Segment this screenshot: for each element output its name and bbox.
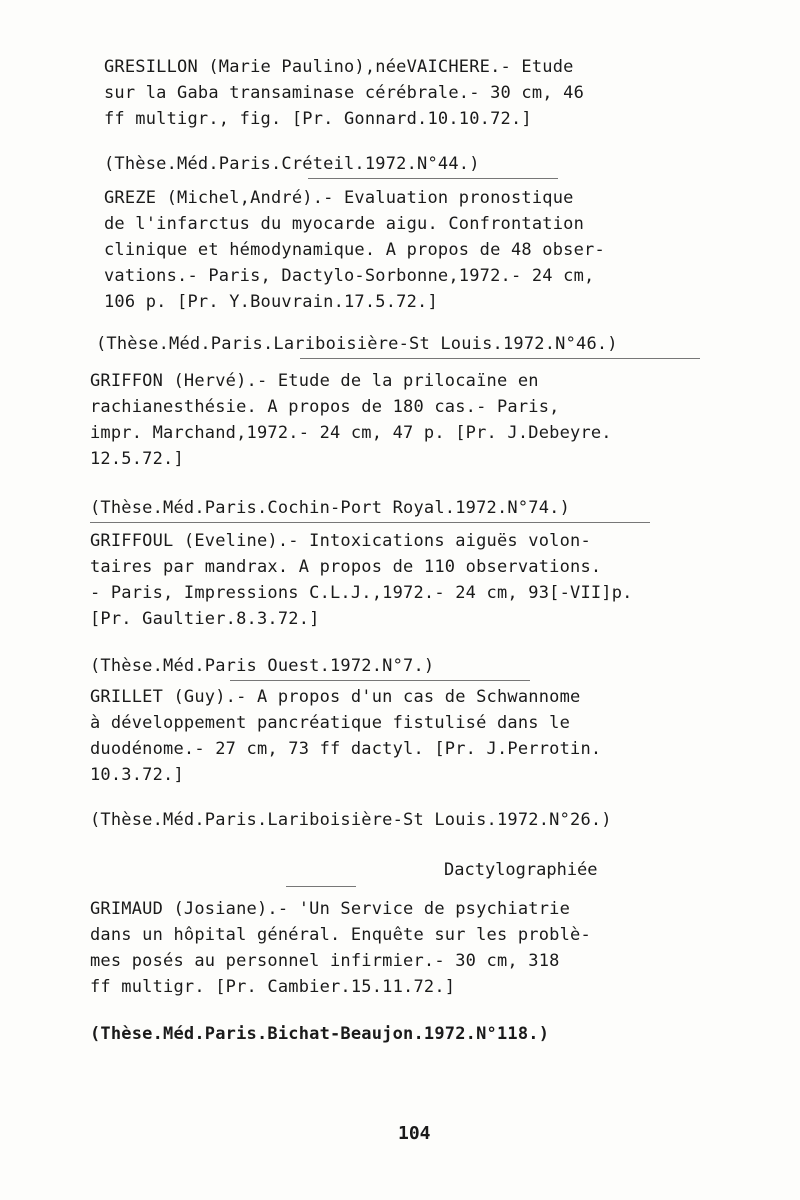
page-number: 104 [398, 1123, 431, 1144]
separator-rule [90, 522, 650, 523]
entry-line: GRIFFON (Hervé).- Etude de la prilocaïne en [90, 371, 539, 391]
entry-line: duodénome.- 27 cm, 73 ff dactyl. [Pr. J.Perrotin. [90, 739, 602, 759]
entry-line: 10.3.72.] [90, 765, 184, 785]
separator-rule [230, 680, 530, 681]
entry-line: sur la Gaba transaminase cérébrale.- 30 cm, 46 [104, 83, 585, 103]
entry-line: taires par mandrax. A propos de 110 observations. [90, 557, 602, 577]
thesis-reference: (Thèse.Méd.Paris.Bichat-Beaujon.1972.N°118.) [90, 1024, 550, 1044]
entry-line: ff multigr., fig. [Pr. Gonnard.10.10.72.] [104, 109, 532, 129]
entry-line: à développement pancréatique fistulisé dans le [90, 713, 571, 733]
bibliography-entry [90, 528, 730, 632]
typed-note: Dactylographiée [444, 860, 598, 880]
thesis-reference: (Thèse.Méd.Paris.Lariboisière-St Louis.1972.N°26.) [90, 810, 612, 830]
entry-line: GRIFFOUL (Eveline).- Intoxications aiguës volon- [90, 531, 591, 551]
entry-line: GREZE (Michel,André).- Evaluation pronostique [104, 188, 574, 208]
entry-line: GRILLET (Guy).- A propos d'un cas de Schwannome [90, 687, 581, 707]
separator-rule [300, 358, 700, 359]
bibliography-entry [104, 54, 744, 132]
entry-line: GRESILLON (Marie Paulino),néeVAICHERE.- Etude [104, 57, 574, 77]
entry-line: - Paris, Impressions C.L.J.,1972.- 24 cm, 93[-VII]p. [90, 583, 633, 603]
thesis-reference: (Thèse.Méd.Paris.Lariboisière-St Louis.1972.N°46.) [96, 334, 618, 354]
entry-line: impr. Marchand,1972.- 24 cm, 47 p. [Pr. J.Debeyre. [90, 423, 612, 443]
entry-line: de l'infarctus du myocarde aigu. Confrontation [104, 214, 585, 234]
bibliography-entry [90, 896, 730, 1000]
separator-rule [308, 178, 558, 179]
thesis-reference: (Thèse.Méd.Paris.Cochin-Port Royal.1972.N°74.) [90, 498, 571, 518]
separator-rule [286, 886, 356, 887]
bibliography-entry [90, 684, 730, 788]
entry-line: 106 p. [Pr. Y.Bouvrain.17.5.72.] [104, 292, 438, 312]
entry-line: vations.- Paris, Dactylo-Sorbonne,1972.- 24 cm, [104, 266, 595, 286]
entry-line: [Pr. Gaultier.8.3.72.] [90, 609, 320, 629]
entry-line: clinique et hémodynamique. A propos de 48 obser- [104, 240, 605, 260]
entry-line: ff multigr. [Pr. Cambier.15.11.72.] [90, 977, 456, 997]
entry-line: 12.5.72.] [90, 449, 184, 469]
entry-line: mes posés au personnel infirmier.- 30 cm, 318 [90, 951, 560, 971]
bibliography-entry [90, 368, 730, 472]
thesis-reference: (Thèse.Méd.Paris Ouest.1972.N°7.) [90, 656, 435, 676]
bibliography-entry [104, 185, 744, 315]
entry-line: dans un hôpital général. Enquête sur les problè- [90, 925, 591, 945]
entry-line: GRIMAUD (Josiane).- 'Un Service de psychiatrie [90, 899, 571, 919]
entry-line: rachianesthésie. A propos de 180 cas.- Paris, [90, 397, 560, 417]
thesis-reference: (Thèse.Méd.Paris.Créteil.1972.N°44.) [104, 154, 480, 174]
